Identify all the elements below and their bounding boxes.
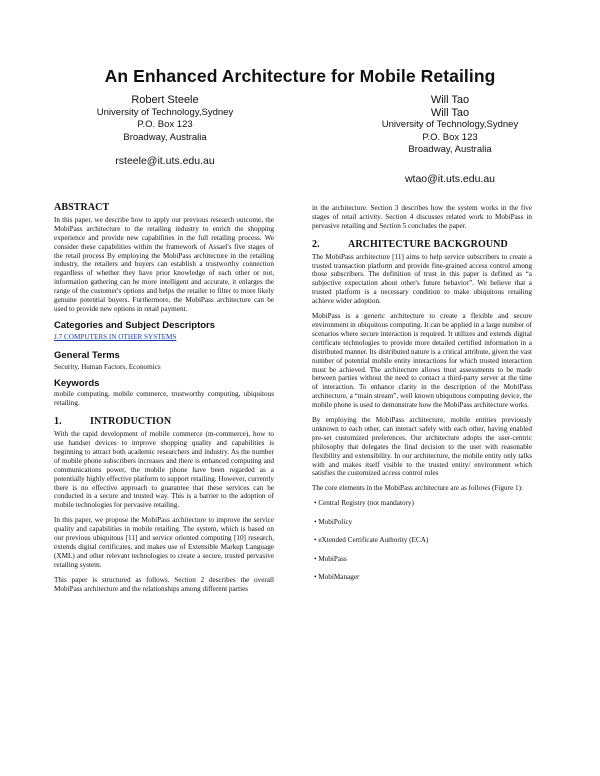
abstract-text: In this paper, we describe how to apply our previous research outcome, the MobiPass architecture to the retailing industry to enrich the shopping experience and provide new capabilities in the full retailing process. We consider these capabilities within the framework of Assael's five stages of the retail process By employing the MobiPass architecture in the retailing industry, the retailers and buyers can establish a trustworthy connection regardless of whether they have prior knowledge of each other or not, information gathering can be more intelligent and accurate, it enlarges the range of the customer's options and helps the retailer to filter to more likely genuine potential buyers. Furthermore, the MobiPass architecture can be used to provide new options in retail payment. (54, 215, 274, 313)
author-address: P.O. Box 123 (422, 131, 478, 143)
author-email[interactable]: rsteele@it.uts.edu.au (115, 155, 215, 167)
general-terms-heading: General Terms (54, 349, 120, 361)
paper-title: An Enhanced Architecture for Mobile Retailing (104, 66, 496, 86)
author-address: Broadway, Australia (123, 131, 207, 143)
author-address: P.O. Box 123 (137, 119, 193, 130)
categories-link[interactable]: J.7 COMPUTERS IN OTHER SYSTEMS (54, 332, 177, 341)
keywords-text: mobile computing, mobile commerce, trustworthy computing, ubiquitous retailing. (54, 390, 274, 408)
list-item: • MobiPolicy (314, 517, 353, 526)
author-block-2 (345, 94, 555, 185)
architecture-paragraph-1: The MobiPass architecture [11] aims to help service subscribers to create a trusted transaction platform and provide fine-grained access control among those subscribers. The definition of trust in this paper is defined as “a subjective expectation about other's future behavior”. We believe that a trusted platform is a necessary condition to make ubiquitous retailing achieve wider adoption. (312, 252, 532, 306)
core-elements-list (312, 499, 532, 582)
author-affiliation: University of Technology,Sydney (381, 119, 519, 130)
intro-heading (54, 418, 274, 427)
author-name-repeat: Will Tao (430, 106, 470, 119)
general-terms-text: Security, Human Factors, Economics (54, 362, 161, 371)
list-item: • MobiPass (314, 554, 347, 563)
architecture-paragraph-2: MobiPass is a generic architecture to create a flexible and secure environment in ubiquitous computing. It can be applied in a large number of scenarios where secure interaction is required. It utilizes and extends digital certificate technologies to provide more detailed certified information in a distributed manner. Its distributed nature is a critical attribute, given the vast number of potential mobile entity interactions for which trusted interaction must be achieved. The architecture allows trust assessments to be made between parties without the need to contact a third-party server at the time of interaction. To enhance clarity in the description of the MobiPass architecture, a “main stream”, well known ubiquitous computing device, the mobile phone is used to demonstrate how the MobiPass architecture works. (312, 312, 532, 410)
intro-paragraph-3: This paper is structured as follows. Section 2 describes the overall MobiPass architecture and the relationships among different parties (54, 575, 274, 593)
architecture-heading (312, 238, 532, 250)
author-block-1 (60, 94, 270, 168)
author-affiliation: University of Technology,Sydney (96, 106, 234, 118)
right-paragraph-0: in the architecture. Section 3 describes how the system works in the five stages of retail activity. Section 4 discusses related work to MobiPass in pervasive retailing and Section 5 concludes the paper. (312, 204, 532, 230)
list-item: • eXtended Certificate Authority (ECA) (314, 536, 429, 545)
author-name: Will Tao (430, 94, 470, 106)
section-title: ARCHITECTURE BACKGROUND (348, 238, 508, 250)
keywords-heading: Keywords (54, 377, 100, 389)
author-address: Broadway, Australia (408, 144, 492, 155)
categories-heading: Categories and Subject Descriptors (54, 319, 216, 331)
author-email[interactable]: wtao@it.uts.edu.au (404, 172, 496, 185)
abstract-heading: ABSTRACT (54, 202, 110, 213)
architecture-paragraph-3: By employing the MobiPass architecture, mobile entities previously unknown to each other, can interact safely with each other, having enabled pre-set customized preferences. Our architecture adopts the user-centric philosophy that delegates the final decision to the user with reasonable flexibility and extensibility. In our architecture, the mobile entity only talks with and makes itself visible to the trusted entity/ environment which satisfies the customized access control rules (312, 416, 532, 478)
author-name: Robert Steele (131, 94, 199, 106)
right-column (312, 204, 532, 591)
section-number: 2. (312, 238, 320, 250)
intro-paragraph-1: With the rapid development of mobile commerce (m-commerce), how to use handset devices to improve shopping quality and capabilities is beginning to attract both academic researchers and industry. As the number of mobile phone subscribers increases and there is enhanced computing and communications power, the mobile phone have been regarded as a potentially highly effective platform to support retailing. However, currently there is no effective approach to guarantee that these services can be conducted in a secure and trusted way. This is a barrier to the adoption of mobile technologies for pervasive retailing. (54, 430, 274, 510)
list-item: • Central Registry (not mandatory) (314, 499, 414, 508)
architecture-paragraph-4: The core elements in the MobiPass architecture are as follows (Figure 1): (312, 484, 523, 493)
list-item: • MobiManager (314, 572, 360, 581)
section-title: INTRODUCTION (90, 416, 172, 428)
left-column (54, 204, 274, 600)
section-number: 1. (54, 416, 62, 428)
intro-paragraph-2: In this paper, we propose the MobiPass architecture to improve the service quality and capabilities in mobile retailing. The system, which is based on our previous ubiquitous [11] and service oriented computing [10] research, extends digital certificates, and makes use of Extensible Markup Language (XML) and other relevant technologies to create a secure, trusted pervasive retailing system. (54, 516, 274, 569)
